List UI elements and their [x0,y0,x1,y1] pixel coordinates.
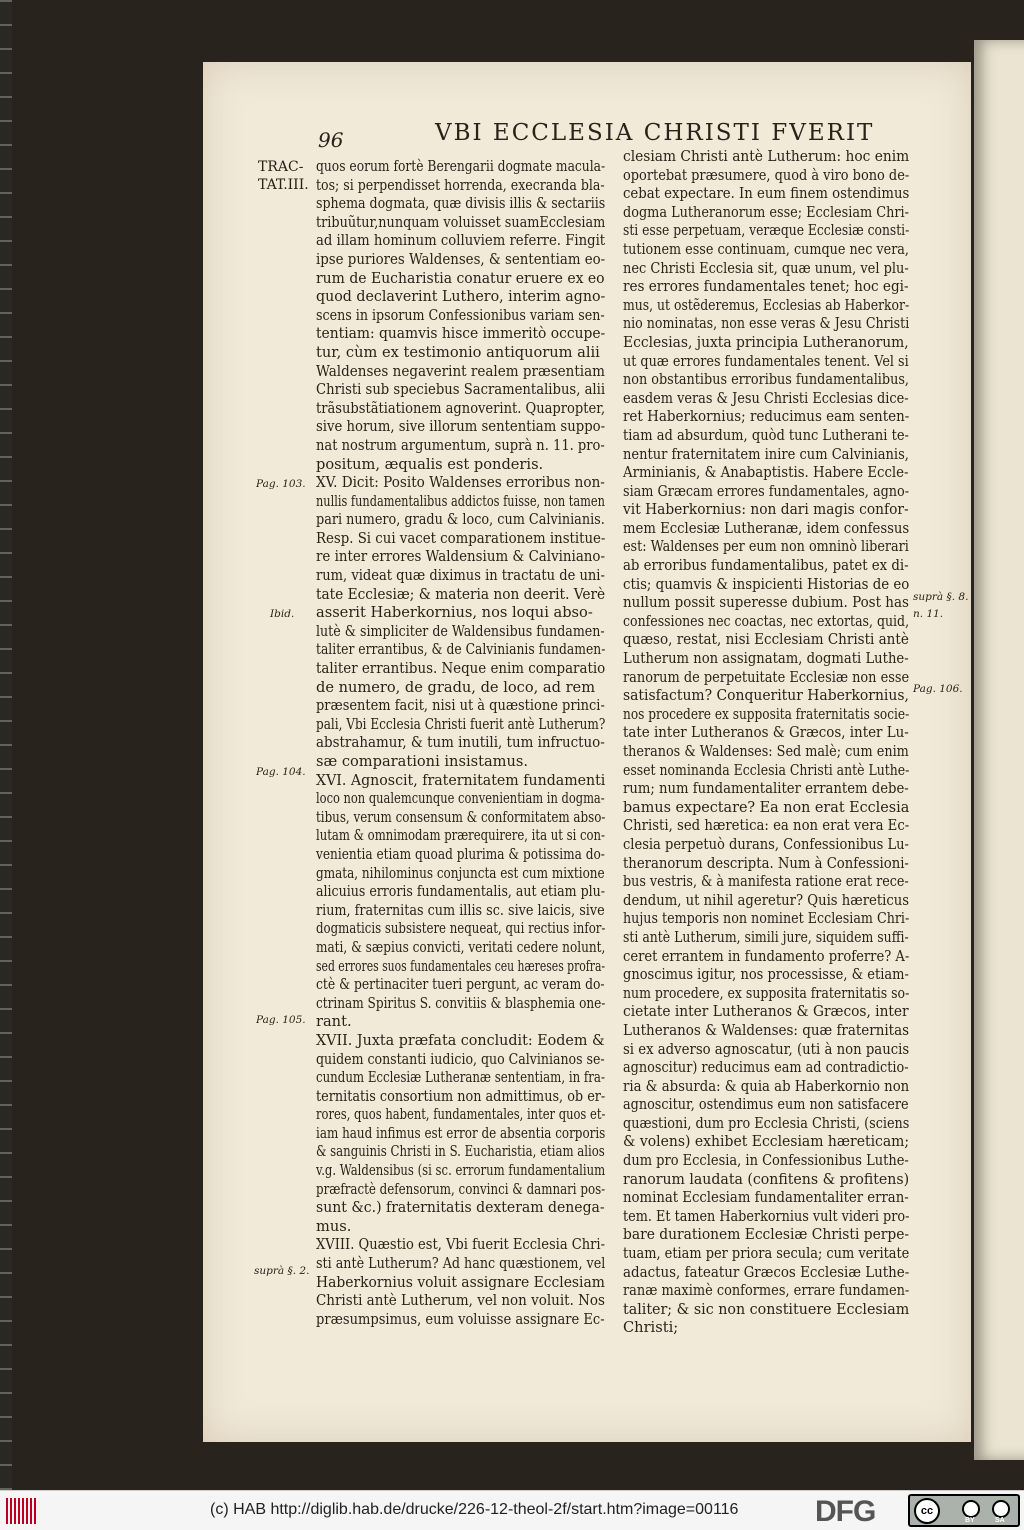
text-line: ctrinam Spiritus S. convitiis & blasphemia one- [316,994,606,1012]
text-line: & volens) exhibet Ecclesiam hæreticam; [623,1133,910,1151]
text-line: easdem veras & Jesu Christi Ecclesias dice- [623,389,909,407]
text-line: rium, fraternitas cum illis sc. sive laicis, sive [316,901,605,919]
text-line: tibus, verum consensum & conformitatem abso- [316,808,606,826]
text-line: v.g. Waldensibus (si sc. errorum fundamentalium [316,1162,606,1180]
text-line: Lutheranos & Waldenses: quæ fraternitas [623,1021,910,1039]
text-line: hujus temporis non nominet Ecclesiam Chri- [623,910,910,928]
text-line: ternitatis consortium non admittimus, ob er- [316,1087,606,1105]
text-line: sæ comparationi insistamus. [316,753,529,770]
text-line: dogma Lutheranorum esse; Ecclesiam Chri- [623,203,909,221]
margin-note: Pag. 104. [256,766,306,778]
text-line: ut quæ errores fundamentales tenent. Vel si [623,352,909,370]
margin-note: Ibid. [270,608,295,620]
text-line: bare durationem Ecclesiæ Christi perpe- [623,1226,910,1244]
text-line: bus vestris, & à manifesta ratione erat rece- [623,873,909,891]
text-line: ranorum de perpetuitate Ecclesiæ non esse [623,668,910,686]
text-line: nullum possit superesse dubium. Post has [623,594,909,612]
margin-note: Pag. 106. [913,683,963,695]
text-line: res errores fundamentales tenet; hoc egi- [623,278,909,296]
left-text-column [316,158,605,1329]
text-line: nominat Ecclesiam fundamentaliter erran- [623,1189,909,1207]
text-line: & sanguinis Christi in S. Eucharistia, etiam alios [316,1143,605,1161]
right-text-column [623,148,909,1338]
hab-logo-icon [6,1498,36,1524]
text-line: re inter errores Waldensium & Calviniano- [316,548,606,566]
text-line: nat nostrum argumentum, suprà n. 11. pro- [316,436,605,454]
text-line: cundum Ecclesiæ Lutheranæ sententiam, in fra- [316,1069,605,1087]
text-line: nullis fundamentalibus addictos fuisse, non tamen [316,492,605,510]
text-line: quidem constanti iudicio, quo Calvinianos se- [316,1050,605,1068]
tract-label [258,158,318,194]
text-line: abstrahamur, & tum inutili, tum infructuo- [316,734,605,752]
text-line: ad illam hominum colluviem referre. Fingit [316,232,606,250]
by-person-icon [962,1500,980,1518]
text-line: sunt &c.) fraternitatis dexteram denega- [316,1199,605,1217]
text-line: tate Ecclesiæ; & materia non deerit. Verè [316,585,606,603]
text-line: rum; num fundamentaliter errantem debe- [623,780,909,798]
text-line: XV. Dicit: Posito Waldenses erroribus non- [316,474,605,492]
text-line: quæstioni, dum pro Ecclesia Christi, (sciens [623,1114,910,1132]
text-line: vit Haberkornius: non dari magis confor- [623,501,909,519]
text-line: tate inter Lutheranos & Græcos, inter Lu- [623,724,909,742]
text-line: rum, videat quæ diximus in tractatu de uni- [316,567,605,585]
text-line: esset nominanda Ecclesia Christi antè Luthe- [623,761,910,779]
text-line: venientia etiam quoad plurima & potissima do- [316,845,605,863]
text-line: rores, quos habent, fundamentales, inter quos et- [316,1106,606,1124]
tract-label-line: TRAC- [258,159,304,175]
text-line: gnoscimus igitur, nos processisse, & etiam- [623,966,909,984]
text-line: quod declaverint Luthero, interim agno- [316,288,606,306]
text-line: gmata, nihilominus conjuncta est cum mixtione [316,864,605,882]
text-line: præsumpsimus, eum voluisse assignare Ec- [316,1310,605,1328]
text-line: mus, ut ostẽderemus, Ecclesias ab Haberkor- [623,296,910,314]
footer-bar [0,1490,1024,1530]
text-line: adactus, fateatur Græcos Ecclesiæ Luthe- [623,1263,910,1281]
text-line: quos eorum fortè Berengarii dogmate macula- [316,158,606,175]
text-line: nos procedere ex suppositа fraternitatis socie- [623,705,910,723]
text-line: bamus expectare? Ea non erat Ecclesia [623,798,910,816]
text-line: est: Waldenses per eum non omninò liberari [623,538,909,556]
text-line: XVIII. Quæstio est, Vbi fuerit Ecclesia Chri- [316,1236,606,1254]
text-line: ranæ maximè conformes, errare fundamen- [623,1282,910,1300]
by-label: BY [965,1517,975,1524]
text-line: Christi sub speciebus Sacramentalibus, alii [316,381,606,399]
text-line: tutionem esse continuam, cumque nec vera, [623,240,909,258]
sa-label: SA [995,1517,1005,1524]
text-line: sive horum, sive illorum sententiam suppo- [316,418,606,436]
text-line: sti antè Lutherum, simili jure, siquidem suffi- [623,928,909,946]
text-line: quæso, restat, nisi Ecclesiam Christi antè [623,631,909,649]
text-line: Christi; [623,1319,679,1337]
text-line: oportebat præsumere, quod à viro bono de- [623,166,910,184]
text-line: sti antè Lutherum? Ad hanc quæstionem, vel [316,1255,606,1273]
text-line: præfractè defensorum, convinci & damnari pos- [316,1180,606,1198]
text-line: mati, & sæpius convicti, veritati cedere nolunt, [316,938,606,956]
text-line: ranorum laudata (confitens & profitens) [623,1170,910,1188]
text-line: mus. [316,1217,352,1235]
text-line: asserit Haberkornius, nos loqui abso- [316,604,593,622]
text-line: nentur fraternitatem inire cum Calvinianis, [623,445,909,463]
text-line: ret Haberkornius; reducimus eam senten- [623,408,910,426]
text-line: num procedere, ex supposita fraternitatis so- [623,984,910,1002]
text-line: agnoscitur) reducimus eam ad contradictio- [623,1059,909,1077]
margin-note: suprà §. 2. [254,1265,310,1277]
text-line: tem. Et tamen Haberkornius vult videri pro- [623,1207,910,1225]
dfg-logo: DFG [815,1495,876,1528]
text-line: Haberkornius voluit assignare Ecclesiam [316,1273,605,1291]
text-line: de numero, de gradu, de loco, ad rem [316,678,596,696]
text-line: theranos & Waldenses: Sed malè; cum enim [623,743,909,760]
text-line: XVII. Juxta præfata concludit: Eodem & [316,1031,605,1049]
text-line: clesiam Christi antè Lutherum: hoc enim [623,148,910,165]
text-line: rum de Eucharistia conatur eruere ex eo [316,269,605,287]
text-line: dogmaticis subsistere nequeat, qui rectius infor- [316,920,606,938]
text-line: cietate inter Lutheranos & Græcos, inter [623,1003,909,1021]
text-line: iam haud infimus est error de absentia corporis [316,1124,606,1142]
text-line: siam Græcam errores fundamentales, agno- [623,482,910,500]
text-line: Christi antè Lutherum, vel non voluit. Nos [316,1292,605,1310]
margin-note: Pag. 105. [256,1014,306,1026]
text-line: sphema dogmata, quæ divisis illis & sectariis [316,195,606,213]
text-line: Christi, sed hæretica: ea non erat vera Ec- [623,817,910,835]
text-line: ctis; quamvis & inspicienti Historias de eo [623,575,910,593]
text-line: ipse puriores Waldenses, & sententiam eo- [316,250,606,268]
text-line: sti esse perpetuam, veræque Ecclesiæ consti- [623,222,910,240]
text-line: tur, cùm ex testimonio antiquorum alii [316,343,600,361]
text-line: taliter errantibus, & de Calvinianis fundamen- [316,641,606,659]
margin-note: Pag. 103. [256,478,306,490]
text-line: tribuũtur,nunquam voluisset suamEcclesiam [316,213,606,231]
running-title: VBI ECCLESIA CHRISTI FVERIT [435,120,875,146]
sa-share-alike-icon [992,1500,1010,1518]
text-line: scens in ipsorum Confessionibus variam sen- [316,306,605,324]
page-number: 96 [318,128,344,152]
text-line: mem Ecclesiæ Lutheranæ, idem confessus [623,519,910,537]
text-line: XVI. Agnoscit, fraternitatem fundamenti [316,771,606,789]
text-line: Lutherum non assignatam, dogmati Luthe- [623,650,909,668]
tract-label-line: TAT.III. [258,177,309,193]
text-line: tiam ad absurdum, quòd tunc Lutherani te- [623,426,909,444]
text-line: non obstantibus erroribus fundamentalibus, [623,371,909,389]
text-line: ctè & pertinaciter tueri pergunt, ac veram do- [316,976,605,994]
footer-credit-link[interactable]: (c) HAB http://diglib.hab.de/drucke/226-12-theol-2f/start.htm?image=00116 [210,1501,739,1518]
text-line: taliter errantibus. Neque enim comparatio [316,660,606,678]
text-line: tentiam: quamvis hisce immeritò occupe- [316,325,606,343]
text-line: rant. [316,1013,352,1031]
text-line: si ex adverso agnoscatur, (uti à non paucis [623,1040,910,1058]
facing-page-edge [974,40,1024,1460]
margin-note: suprà §. 8. [913,591,969,603]
text-line: confessiones nec coactas, nec extortas, quid, [623,612,910,630]
scan-ruler [0,0,12,1490]
text-line: lutam & omnimodam prærequirere, ita ut si con- [316,827,605,845]
text-line: nec Christi Ecclesia sit, quæ unum, vel plu- [623,259,909,277]
text-line: ceret errantem in fundamento proferre? A- [623,947,910,965]
text-line: pali, Vbi Ecclesia Christi fuerit antè Lutherum? [316,715,606,733]
margin-note: n. 11. [913,608,944,620]
cc-license-badge[interactable] [908,1494,1020,1527]
text-line: Arminianis, & Anabaptistis. Habere Eccle- [623,464,909,482]
text-line: loco non qualemcunque convenientiam in dogma- [316,790,605,808]
text-line: Waldenses negaverint realem præsentiam [316,362,605,380]
text-line: agnoscitur, ostendimus eum non satisfacere [623,1096,909,1114]
text-line: trãsubstãtiationem agnoverint. Quapropter, [316,399,606,417]
text-line: pari numero, gradu & loco, cum Calvinianis. [316,511,605,529]
text-line: cebat expectare. In eum finem ostendimus [623,185,910,203]
text-line: taliter; & sic non constituere Ecclesiam [623,1300,910,1318]
text-line: clesia perpetuò durans, Confessionibus Lu- [623,835,909,853]
text-line: lutè & simpliciter de Waldensibus fundamen- [316,622,605,640]
cc-icon: cc [914,1498,940,1524]
text-line: Ecclesias, juxta principia Lutheranorum, [623,333,909,351]
text-line: dendum, ut nihil ageretur? Quis hæreticus [623,891,910,909]
text-line: nio nominatas, non esse veras & Jesu Christi [623,315,910,333]
text-line: theranorum descripta. Num à Confessioni- [623,854,909,872]
text-line: dum pro Ecclesia, in Confessionibus Luthe- [623,1152,909,1170]
text-line: satisfactum? Conqueritur Haberkornius, [623,687,909,705]
text-line: tuam, etiam per priora secula; cum veritate [623,1245,910,1263]
text-line: ab erroribus fundamentalibus, patet ex di- [623,557,909,575]
text-line: positum, æqualis est ponderis. [316,455,544,473]
text-line: præsentem facit, nisi ut à quæstione princi- [316,697,605,715]
text-line: sed errores suos fundamentales ceu hæreses profra- [316,957,606,975]
text-line: tos; si perpendisset horrenda, execranda bla- [316,176,605,194]
text-line: alicuius erroris fundamentalis, aut etiam plu- [316,883,606,901]
text-line: Resp. Si cui vacet comparationem institue- [316,529,606,547]
text-line: ria & absurda: & quia ab Haberkornio non [623,1077,910,1095]
